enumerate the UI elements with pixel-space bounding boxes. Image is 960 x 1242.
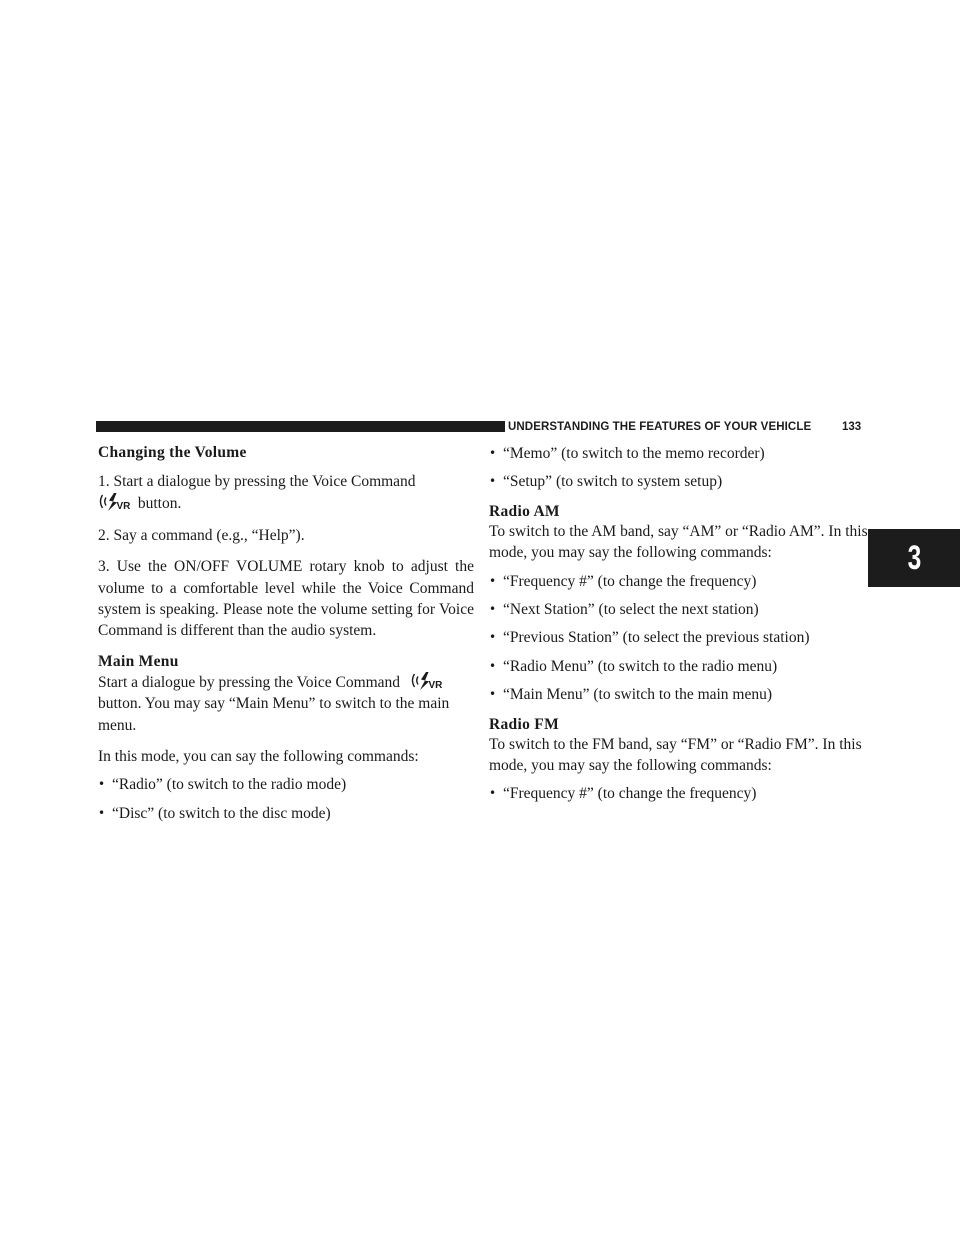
bullet-icon: • [489,474,497,489]
running-header-title: UNDERSTANDING THE FEATURES OF YOUR VEHICLE [508,421,812,433]
section-heading-radio-am: Radio AM [489,502,560,520]
bullet-icon: • [489,602,497,617]
right-column [489,443,868,805]
bullet-icon: • [489,446,497,460]
chapter-tab [868,529,960,587]
list-item: • “Disc” (to switch to the disc mode) [98,803,474,824]
voice-command-icon [98,492,134,512]
list-item: • “Next Station” (to select the next station) [489,599,868,620]
radio-fm-intro: To switch to the FM band, say “FM” or “Radio FM”. In this mode, you may say the following commands: [489,735,862,775]
bullet-icon: • [98,805,106,820]
main-menu-text: Start a dialogue by pressing the Voice Command VR button. You may say “Main Menu” to switch to the main menu. [98,671,474,736]
radio-am-intro: To switch to the AM band, say “AM” or “Radio AM”. In this mode, you may say the following commands: [489,522,868,562]
section-heading-radio-fm: Radio FM [489,715,559,733]
step-3: 3. Use the ON/OFF VOLUME rotary knob to adjust the volume to a comfortable level while the Voice Command system is speaking. Please note the volume setting for Voice Command is different than the audio system. [98,558,474,640]
voice-command-icon [410,671,446,691]
section-heading-changing-volume: Changing the Volume [98,444,247,461]
step-2: 2. Say a command (e.g., “Help”). [98,526,305,544]
chapter-number: 3 [907,539,921,577]
mode-intro: In this mode, you can say the following commands: [98,748,419,766]
list-item: • “Setup” (to switch to system setup) [489,471,868,492]
step-1: 1. Start a dialogue by pressing the Voice Command VR button. [98,473,416,513]
list-item: • “Radio” (to switch to the radio mode) [98,774,474,795]
bullet-icon: • [98,777,106,792]
bullet-icon: • [489,573,497,588]
bullet-icon: • [489,687,497,702]
list-item: • “Previous Station” (to select the previous station) [489,627,868,648]
bullet-icon: • [489,630,497,645]
voice-command-icon-label: VR [428,679,443,691]
list-item: • “Radio Menu” (to switch to the radio menu) [489,656,868,677]
list-item: • “Main Menu” (to switch to the main menu) [489,684,868,705]
page-number: 133 [842,421,862,433]
list-item: • “Memo” (to switch to the memo recorder) [489,443,868,464]
voice-command-icon-label: VR [116,501,131,513]
bullet-icon: • [489,658,497,673]
list-item: • “Frequency #” (to change the frequency) [489,783,868,804]
bullet-icon: • [489,786,497,801]
left-column [98,443,474,824]
list-item: • “Frequency #” (to change the frequency) [489,571,868,592]
header-rule [96,421,505,432]
section-heading-main-menu: Main Menu [98,652,179,670]
